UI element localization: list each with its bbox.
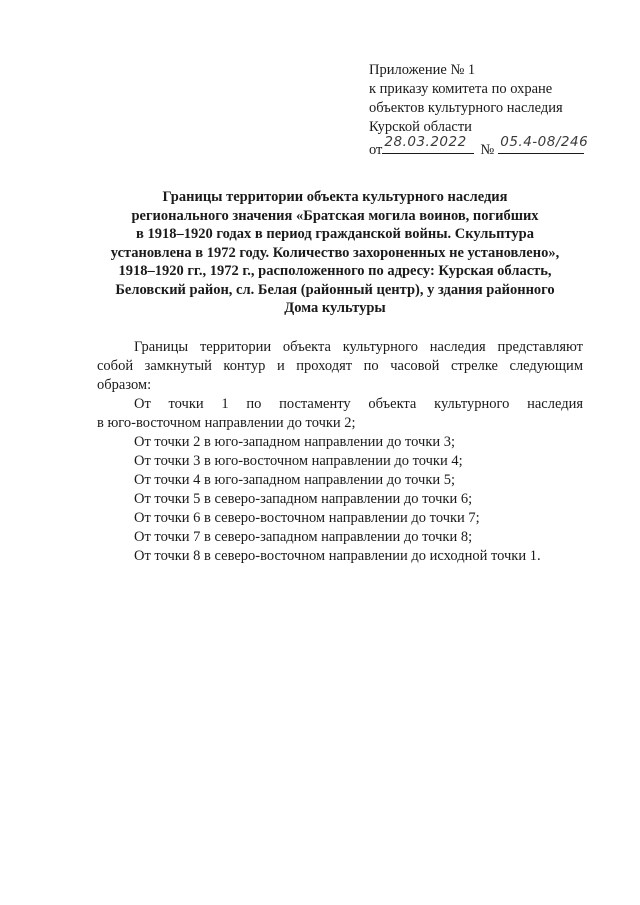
boundary-item: От точки 4 в юго-западном направлении до точки 5; bbox=[134, 472, 456, 488]
order-reference-line-1: к приказу комитета по охране bbox=[369, 81, 553, 97]
order-date-number-line bbox=[369, 134, 619, 159]
boundary-item: От точки 2 в юго-западном направлении до точки 3; bbox=[134, 434, 456, 450]
title-line: Беловский район, сл. Белая (районный центр), у здания районного bbox=[115, 281, 555, 298]
order-reference-line-2: объектов культурного наследия bbox=[369, 100, 563, 116]
handwritten-number: 05.4-08/246 bbox=[500, 134, 589, 150]
document-body bbox=[97, 338, 583, 566]
intro-paragraph-line: собой замкнутый контур и проходят по часовой стрелке следующим bbox=[97, 358, 583, 374]
boundary-item-line: От точки 1 по постаменту объекта культурного наследия bbox=[134, 396, 583, 412]
intro-paragraph-line: Границы территории объекта культурного наследия представляют bbox=[134, 339, 583, 355]
title-line: 1918–1920 гг., 1972 г., расположенного по адресу: Курская область, bbox=[118, 263, 552, 279]
boundary-item: От точки 5 в северо-западном направлении до точки 6; bbox=[134, 491, 473, 507]
from-label: от bbox=[369, 142, 383, 158]
order-reference-line-3: Курской области bbox=[369, 119, 472, 135]
date-field bbox=[382, 134, 474, 154]
boundary-item-line: в юго-восточном направлении до точки 2; bbox=[97, 415, 356, 431]
boundary-item: От точки 7 в северо-западном направлении до точки 8; bbox=[134, 529, 473, 545]
number-field bbox=[498, 134, 589, 154]
appendix-header bbox=[369, 61, 619, 159]
boundary-item: От точки 3 в юго-восточном направлении до точки 4; bbox=[134, 453, 463, 469]
title-line: Границы территории объекта культурного наследия bbox=[162, 189, 508, 205]
title-line: в 1918–1920 годах в период гражданской войны. Скульптура bbox=[136, 226, 534, 242]
number-label: № bbox=[480, 142, 495, 158]
handwritten-date: 28.03.2022 bbox=[384, 134, 467, 150]
intro-paragraph-line: образом: bbox=[97, 377, 152, 393]
boundary-item: От точки 8 в северо-восточном направлении до исходной точки 1. bbox=[134, 548, 541, 564]
appendix-number: Приложение № 1 bbox=[369, 62, 476, 78]
boundary-item: От точки 6 в северо-восточном направлении до точки 7; bbox=[134, 510, 480, 526]
title-line: Дома культуры bbox=[284, 300, 386, 316]
title-line: установлена в 1972 году. Количество захороненных не установлено», bbox=[110, 244, 560, 261]
document-title bbox=[80, 188, 590, 318]
title-line: регионального значения «Братская могила воинов, погибших bbox=[131, 207, 539, 224]
